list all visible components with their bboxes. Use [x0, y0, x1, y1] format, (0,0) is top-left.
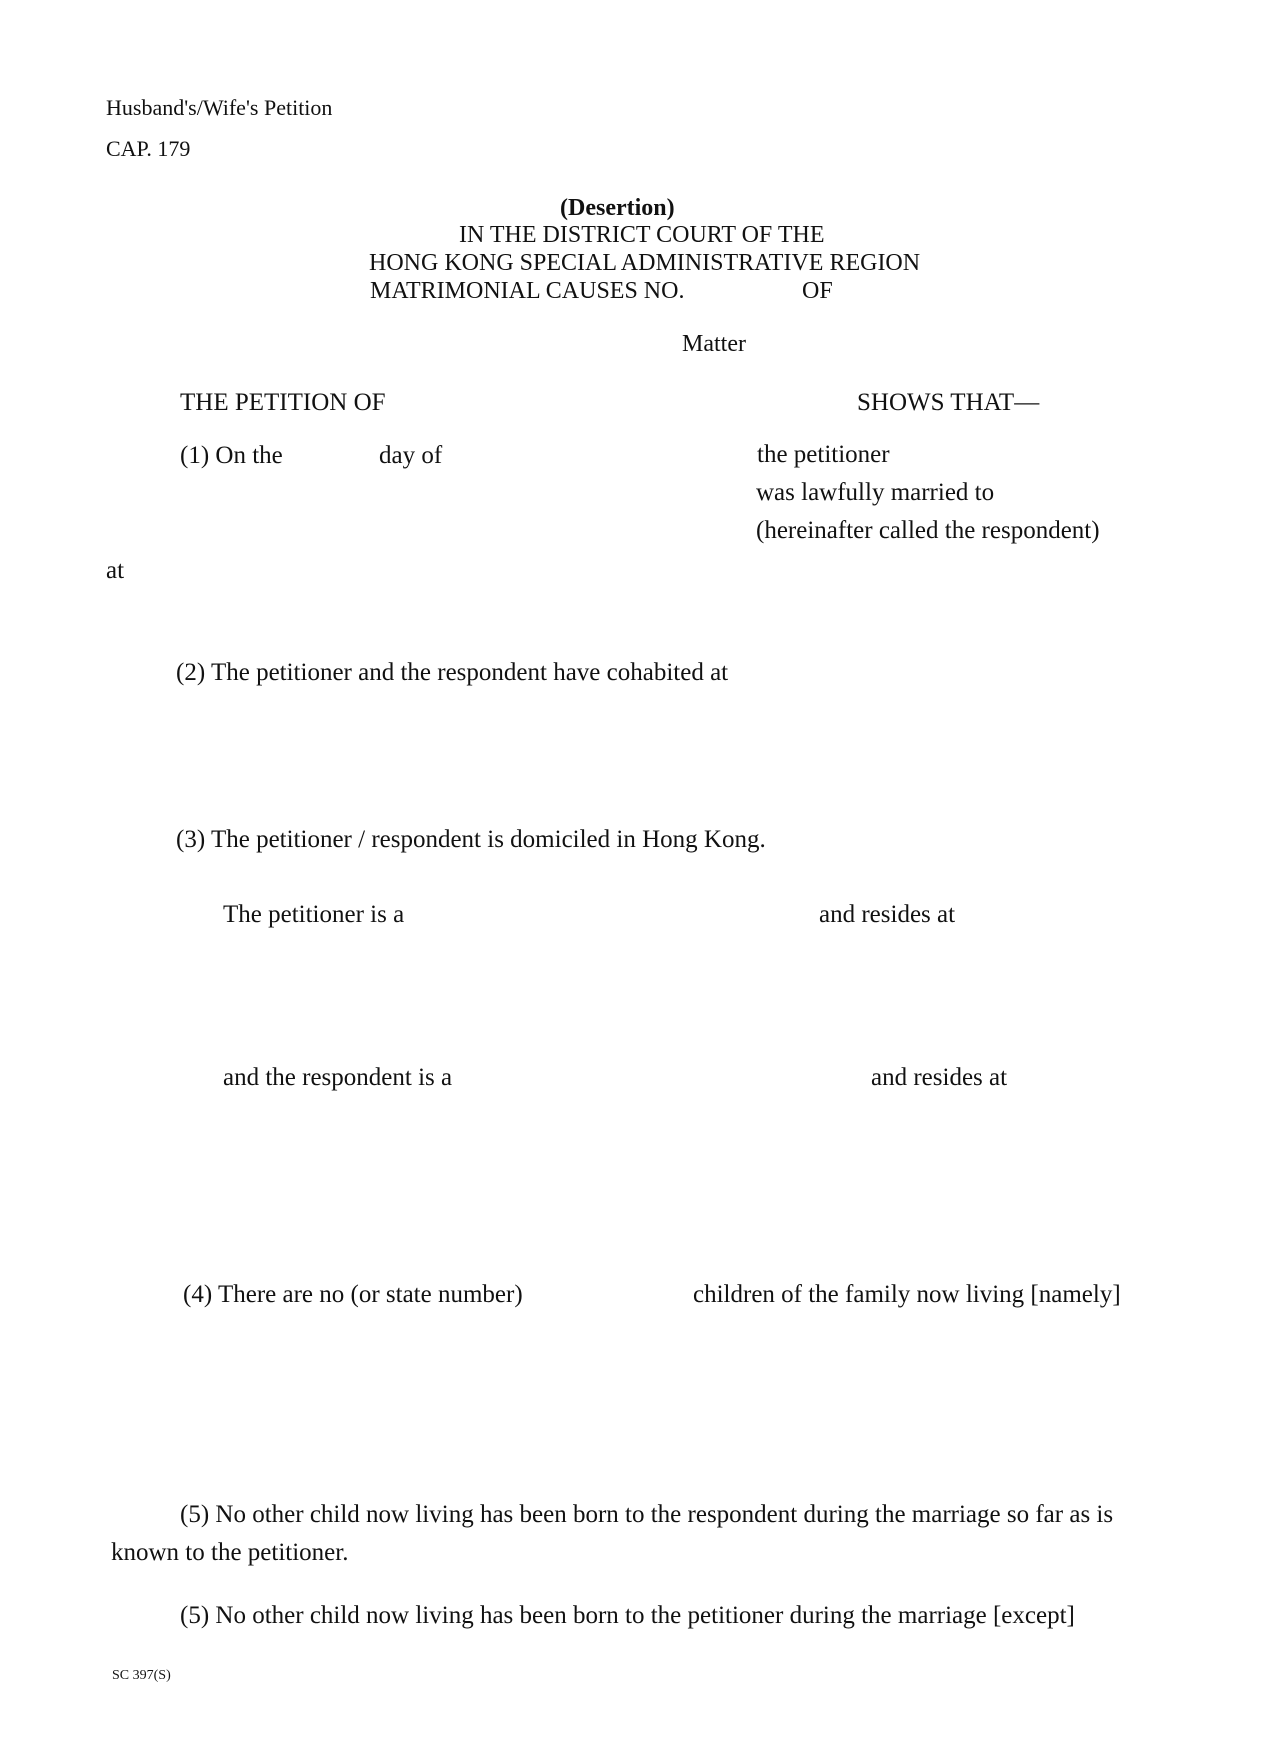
- case-number-of: OF: [802, 278, 833, 304]
- para1-the-petitioner: the petitioner: [757, 441, 890, 468]
- para1-hereinafter: (hereinafter called the respondent): [756, 517, 1100, 544]
- para5a-line1: (5) No other child now living has been born to the respondent during the marriage so far as is: [180, 1501, 1114, 1528]
- para1-day-of: day of: [379, 442, 443, 469]
- form-code: SC 397(S): [112, 1668, 171, 1683]
- para5b-text: (5) No other child now living has been born to the petitioner during the marriage [except]: [180, 1602, 1075, 1629]
- court-line-1: IN THE DISTRICT COURT OF THE: [459, 222, 825, 248]
- para3-petitioner-is-a: The petitioner is a: [223, 901, 405, 928]
- para4-right: children of the family now living [namely]: [693, 1281, 1121, 1308]
- para3-respondent-resides: and resides at: [871, 1064, 1008, 1091]
- court-line-2: HONG KONG SPECIAL ADMINISTRATIVE REGION: [369, 250, 921, 276]
- para2-text: (2) The petitioner and the respondent have cohabited at: [176, 659, 729, 686]
- form-title: Husband's/Wife's Petition: [106, 95, 333, 120]
- petition-of: THE PETITION OF: [180, 389, 386, 416]
- case-number-label: MATRIMONIAL CAUSES NO.: [370, 278, 685, 304]
- para3-text: (3) The petitioner / respondent is domiciled in Hong Kong.: [176, 826, 766, 853]
- shows-that: SHOWS THAT—: [857, 389, 1040, 416]
- matter-label: Matter: [682, 331, 746, 357]
- para1-at: at: [106, 557, 125, 584]
- subtitle: (Desertion): [560, 195, 675, 221]
- para4-left: (4) There are no (or state number): [183, 1281, 523, 1308]
- para1-married-to: was lawfully married to: [756, 479, 995, 506]
- cap-number: CAP. 179: [106, 136, 191, 161]
- para5a-line2: known to the petitioner.: [111, 1539, 349, 1566]
- para1-on-the: (1) On the: [180, 442, 283, 469]
- para3-petitioner-resides: and resides at: [819, 901, 956, 928]
- para3-respondent-is-a: and the respondent is a: [223, 1064, 453, 1091]
